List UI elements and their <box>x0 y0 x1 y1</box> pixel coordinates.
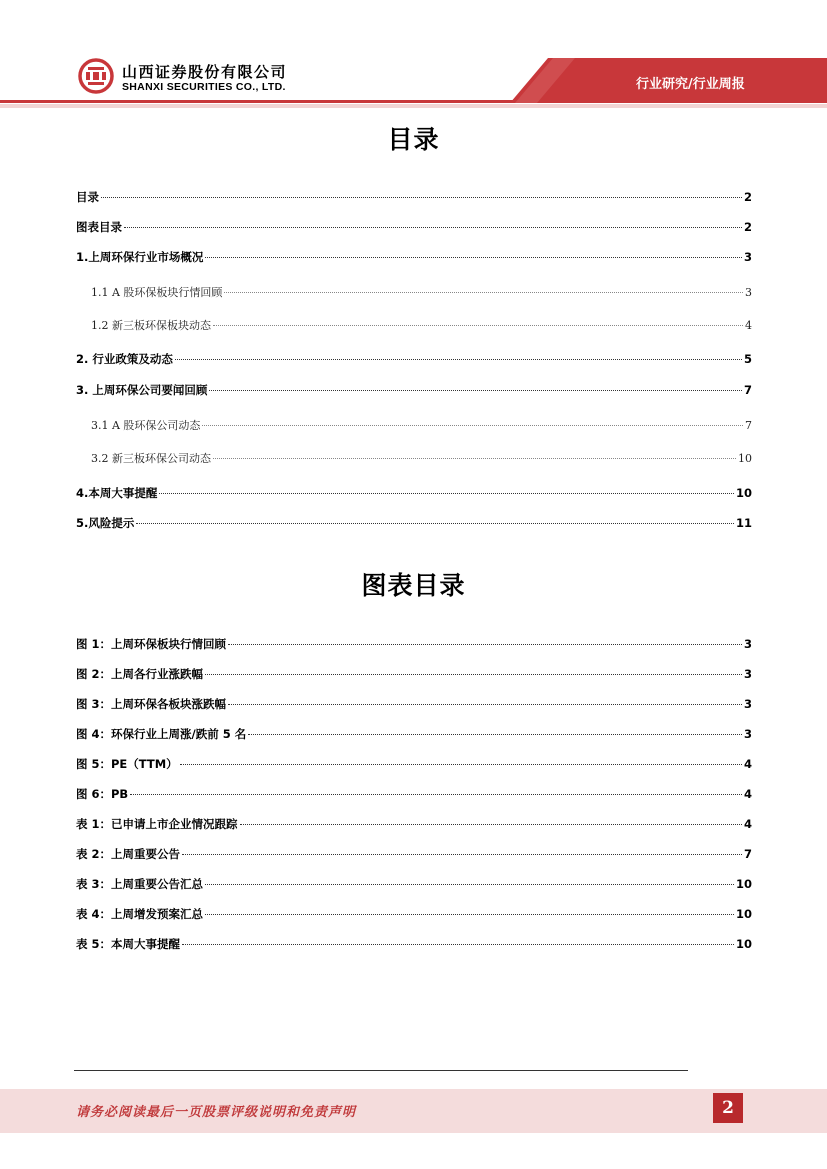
toc-entry-label: 表 3：上周重要公告汇总 <box>76 877 204 891</box>
dot-leader <box>205 884 734 885</box>
toc-entry-label: 图表目录 <box>76 220 122 234</box>
toc-entry-label: 表 5：本周大事提醒 <box>76 937 181 951</box>
toc-entry-page: 5 <box>743 352 752 366</box>
toc-entry[interactable] <box>76 666 752 682</box>
toc-entry[interactable] <box>91 450 752 466</box>
toc-entry[interactable] <box>76 189 752 205</box>
dot-leader <box>101 197 742 198</box>
company-name-cn: 山西证券股份有限公司 <box>122 63 288 81</box>
toc-entry[interactable] <box>76 515 752 531</box>
toc-entry-label: 2. 行业政策及动态 <box>76 352 173 366</box>
toc-entry-page: 7 <box>743 383 752 397</box>
toc-entry-page: 3 <box>743 697 752 711</box>
toc-entry-label: 1.上周环保行业市场概况 <box>76 250 204 264</box>
toc-entry[interactable] <box>76 726 752 742</box>
company-name-en: SHANXI SECURITIES CO., LTD. <box>122 81 286 93</box>
toc-entry-label: 表 4：上周增发预案汇总 <box>76 907 204 921</box>
figures-title: 图表目录 <box>361 571 466 600</box>
toc-entry-label: 1.2 新三板环保板块动态 <box>91 319 211 332</box>
toc-entry[interactable] <box>76 636 752 652</box>
toc-entry-page: 10 <box>735 877 752 891</box>
toc-entry-label: 图 6：PB <box>76 787 129 801</box>
dot-leader <box>182 944 734 945</box>
toc-entry[interactable] <box>76 816 752 832</box>
dot-leader <box>136 523 734 524</box>
dot-leader <box>124 227 742 228</box>
toc-entry-page: 3 <box>743 250 752 264</box>
toc-entry[interactable] <box>76 876 752 892</box>
toc-entry-label: 表 1：已申请上市企业情况跟踪 <box>76 817 238 831</box>
toc-entry-page: 2 <box>743 220 752 234</box>
toc-entry[interactable] <box>76 485 752 501</box>
toc-entry-label: 4.本周大事提醒 <box>76 486 158 500</box>
toc-entry[interactable] <box>91 317 752 333</box>
toc-entry-page: 3 <box>743 667 752 681</box>
toc-entry-label: 3.1 A 股环保公司动态 <box>91 419 201 432</box>
toc-entry-page: 4 <box>743 757 752 771</box>
toc-entry-page: 3 <box>743 637 752 651</box>
dot-leader <box>228 704 742 705</box>
toc-entry[interactable] <box>76 846 752 862</box>
toc-entry[interactable] <box>76 786 752 802</box>
toc-entry-label: 图 2：上周各行业涨跌幅 <box>76 667 204 681</box>
toc-entry-label: 图 3：上周环保各板块涨跌幅 <box>76 697 227 711</box>
dot-leader <box>202 425 743 426</box>
toc-entry-label: 图 5：PE（TTM） <box>76 757 178 771</box>
toc-entry-page: 10 <box>735 907 752 921</box>
toc-entry[interactable] <box>76 696 752 712</box>
footer-divider <box>74 1070 688 1071</box>
dot-leader <box>180 764 742 765</box>
toc-entry-page: 10 <box>735 486 752 500</box>
toc-entry-page: 3 <box>743 727 752 741</box>
dot-leader <box>175 359 742 360</box>
toc-entry-page: 4 <box>743 787 752 801</box>
dot-leader <box>213 458 736 459</box>
toc-entry-page: 4 <box>743 817 752 831</box>
toc-entry-label: 5.风险提示 <box>76 516 135 530</box>
toc-entry-label: 目录 <box>76 190 99 204</box>
toc-entry[interactable] <box>76 219 752 235</box>
toc-entry-label: 1.1 A 股环保板块行情回顾 <box>91 286 223 299</box>
toc-entry[interactable] <box>76 756 752 772</box>
toc-entry-page: 11 <box>735 516 752 530</box>
dot-leader <box>205 914 734 915</box>
toc-entry[interactable] <box>91 417 752 433</box>
toc-title: 目录 <box>387 125 440 154</box>
dot-leader <box>205 674 742 675</box>
footer-disclaimer: 请务必阅读最后一页股票评级说明和免责声明 <box>76 1105 357 1120</box>
toc-entry-page: 10 <box>735 937 752 951</box>
toc-entry[interactable] <box>76 906 752 922</box>
toc-entry-label: 图 4：环保行业上周涨/跌前 5 名 <box>76 727 247 741</box>
toc-entry[interactable] <box>76 351 752 367</box>
dot-leader <box>130 794 742 795</box>
dot-leader <box>240 824 742 825</box>
dot-leader <box>209 390 742 391</box>
toc-entry-label: 图 1：上周环保板块行情回顾 <box>76 637 227 651</box>
toc-entry[interactable] <box>76 936 752 952</box>
dot-leader <box>205 257 742 258</box>
toc-entry-page: 10 <box>738 452 752 465</box>
dot-leader <box>182 854 742 855</box>
toc-entry-page: 7 <box>743 847 752 861</box>
toc-entry-page: 4 <box>745 319 752 332</box>
toc-entry-label: 表 2：上周重要公告 <box>76 847 181 861</box>
dot-leader <box>159 493 734 494</box>
page-number: 2 <box>713 1093 743 1123</box>
toc-entry-page: 7 <box>745 419 752 432</box>
dot-leader <box>228 644 742 645</box>
dot-leader <box>224 292 743 293</box>
toc-entry[interactable] <box>91 284 752 300</box>
dot-leader <box>248 734 742 735</box>
dot-leader <box>213 325 743 326</box>
toc-entry-page: 2 <box>743 190 752 204</box>
page-header <box>0 0 827 110</box>
toc-entry-label: 3.2 新三板环保公司动态 <box>91 452 211 465</box>
toc-entry-label: 3. 上周环保公司要闻回顾 <box>76 383 208 397</box>
toc-entry[interactable] <box>76 382 752 398</box>
toc-entry-page: 3 <box>745 286 752 299</box>
report-category: 行业研究/行业周报 <box>636 77 745 92</box>
toc-entry[interactable] <box>76 249 752 265</box>
